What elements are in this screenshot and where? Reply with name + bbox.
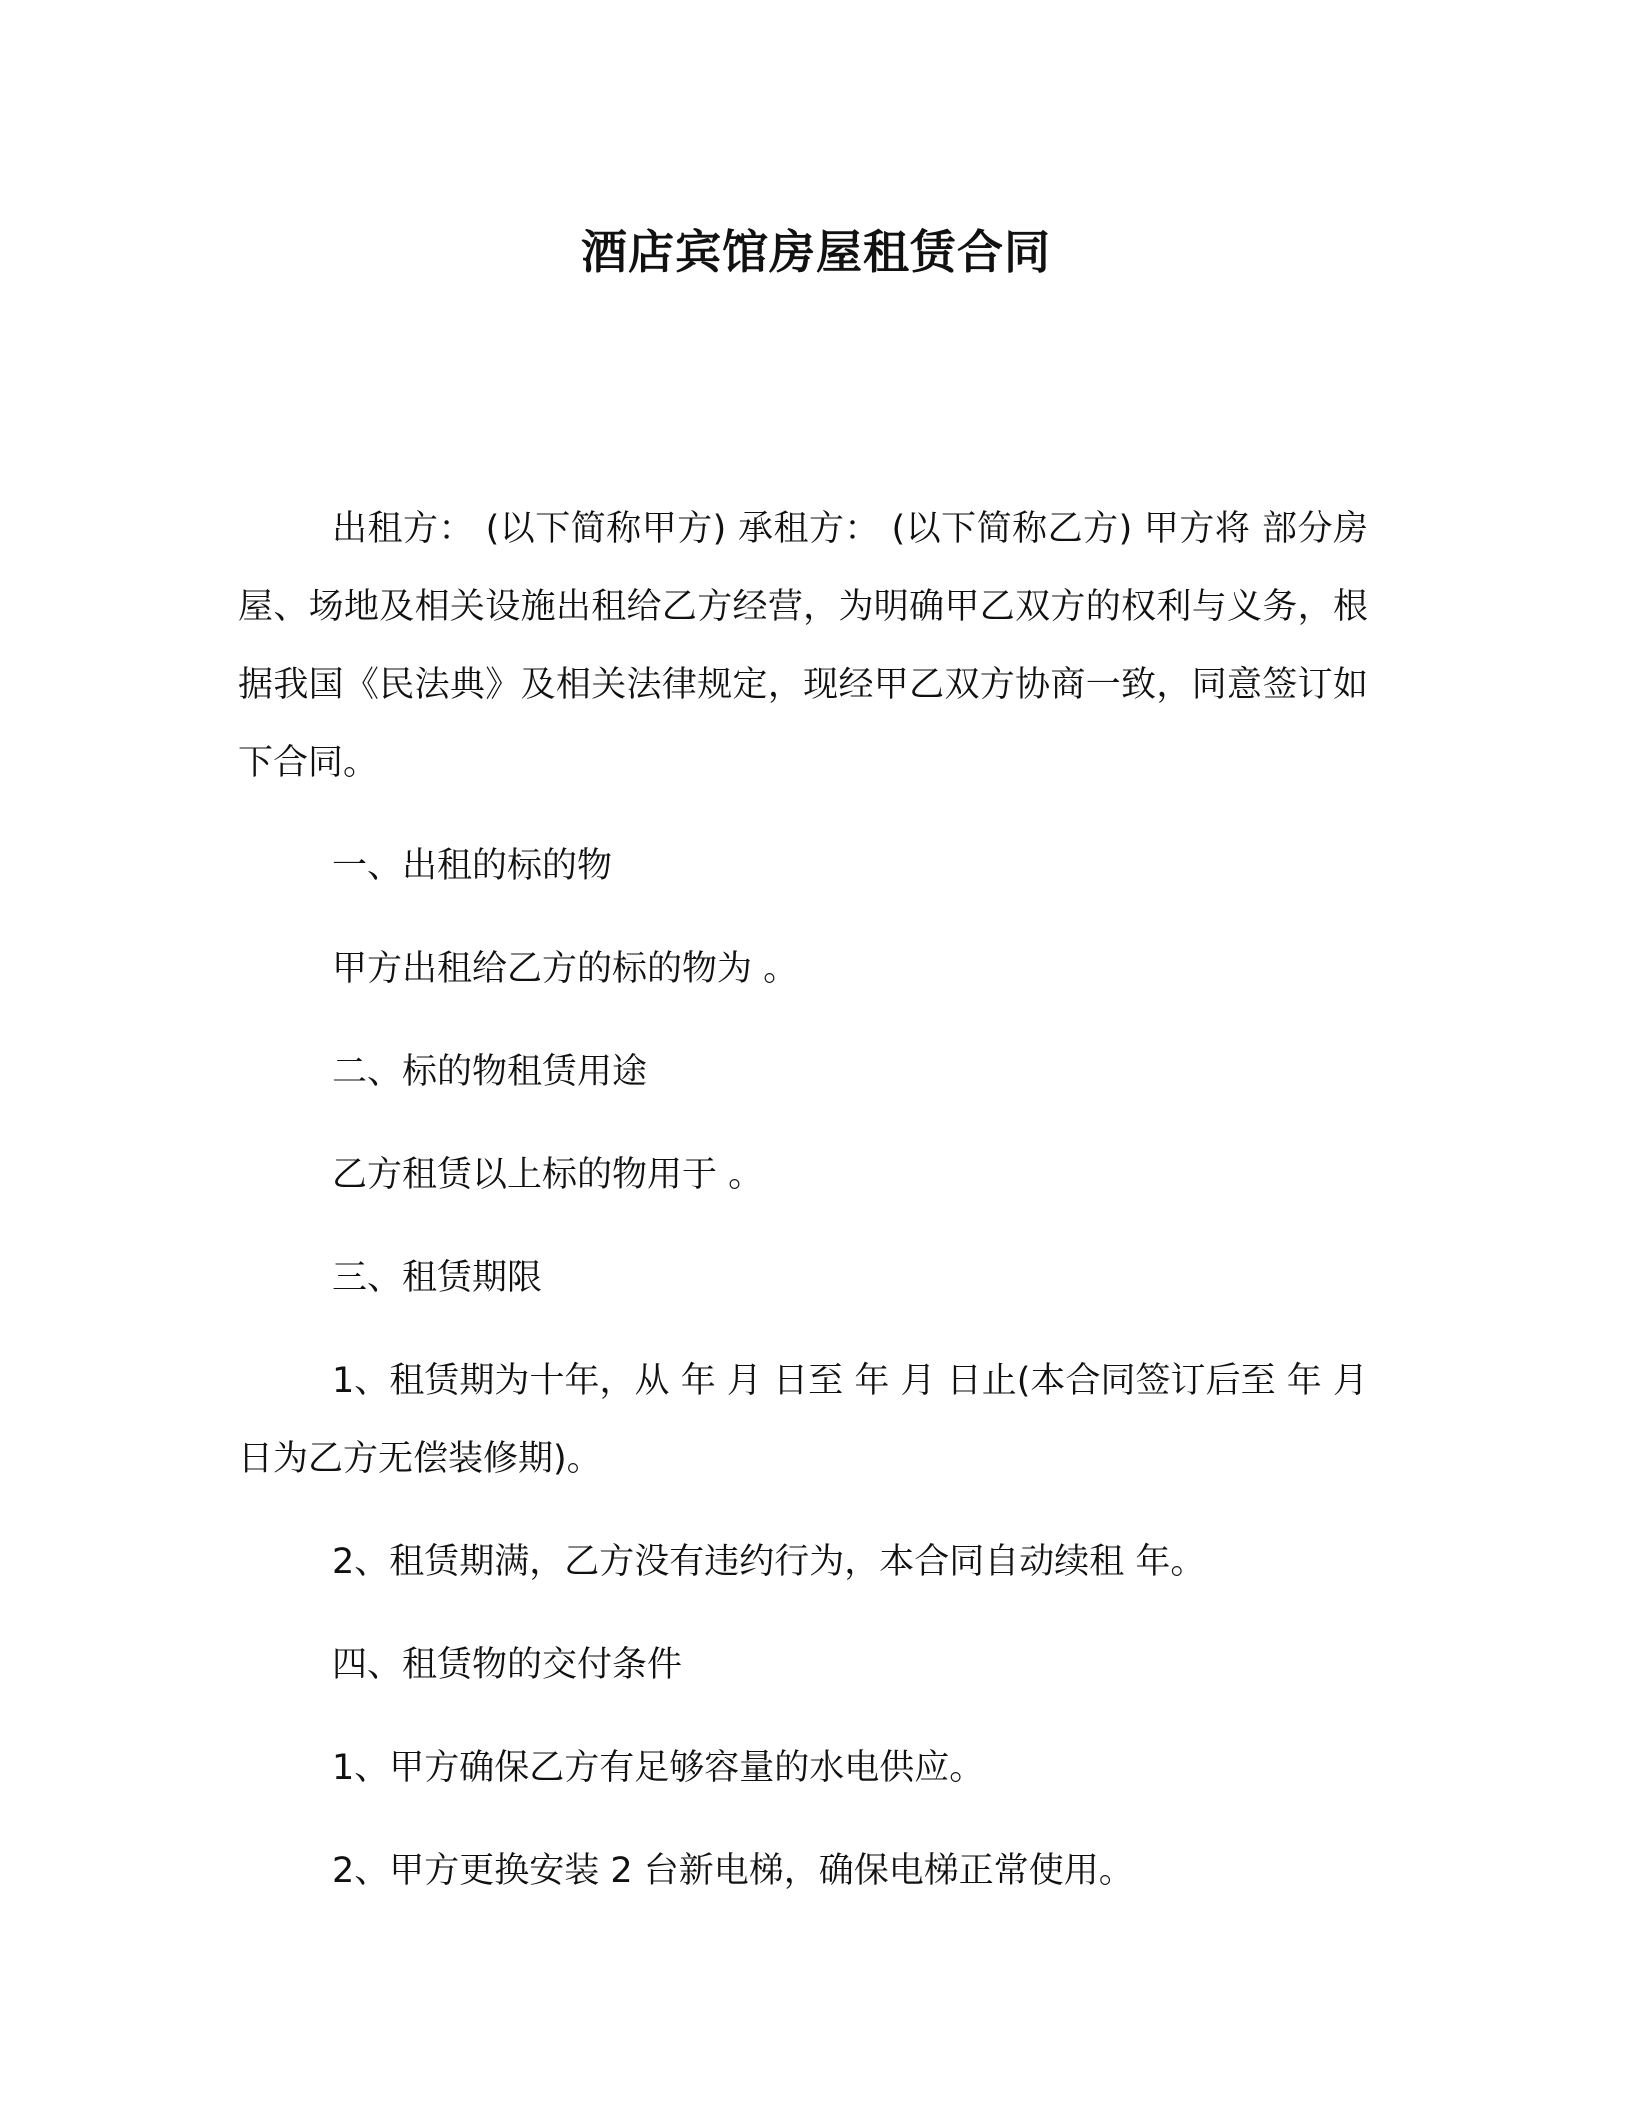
intro-paragraph: 出租方： (以下简称甲方) 承租方： (以下简称乙方) 甲方将 部分房屋、场地及相关设施出租给乙方经营，为明确甲乙双方的权利与义务，根据我国《民法典》及相关法律规定，现经甲乙双方协商一致，同意签订如下合同。 bbox=[238, 509, 1368, 783]
section-3-paragraph-1: 1、租赁期为十年，从 年 月 日至 年 月 日止(本合同签订后至 年 月 日为乙方无偿装修期)。 bbox=[238, 1361, 1368, 1479]
section-heading-1: 一、出租的标的物 bbox=[332, 846, 613, 886]
section-1-paragraph-1: 甲方出租给乙方的标的物为 。 bbox=[332, 949, 799, 989]
section-2-paragraph-1: 乙方租赁以上标的物用于 。 bbox=[332, 1155, 764, 1195]
section-heading-3: 三、租赁期限 bbox=[332, 1258, 543, 1298]
section-heading-2: 二、标的物租赁用途 bbox=[332, 1052, 648, 1092]
section-4-paragraph-2: 2、甲方更换安装 2 台新电梯，确保电梯正常使用。 bbox=[332, 1851, 1134, 1891]
document-body bbox=[238, 490, 1368, 1910]
section-heading-4: 四、租赁物的交付条件 bbox=[332, 1645, 683, 1685]
section-4-paragraph-1: 1、甲方确保乙方有足够容量的水电供应。 bbox=[332, 1748, 985, 1788]
section-3-paragraph-2: 2、租赁期满，乙方没有违约行为，本合同自动续租 年。 bbox=[332, 1542, 1206, 1582]
document-title: 酒店宾馆房屋租赁合同 bbox=[581, 225, 1051, 279]
